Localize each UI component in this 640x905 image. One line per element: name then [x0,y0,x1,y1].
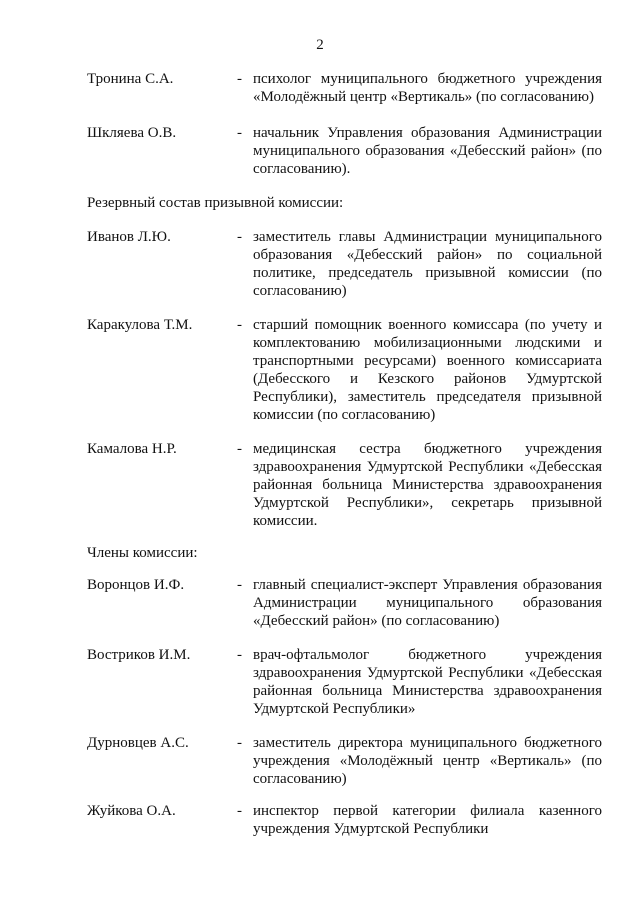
person-name: Востриков И.М. [87,647,191,663]
dash: - [237,71,242,87]
dash: - [237,647,242,663]
members-heading: Члены комиссии: [87,545,198,561]
person-description: медицинская сестра бюджетного учреждения здравоохранения Удмуртской Республики «Дебесская районная больница Министерства здравоохранения Удмуртской Республики», секретарь призывной комиссии. [253,441,602,529]
person-name: Шкляева О.В. [87,125,177,141]
person-description: врач-офтальмолог бюджетного учреждения здравоохранения Удмуртской Республики «Дебесская районная больница Министерства здравоохранения Удмуртской Республики» [253,647,602,717]
person-description: главный специалист-эксперт Управления образования Администрации муниципального образования «Дебесский район» (по согласованию) [253,577,602,629]
dash: - [237,803,242,819]
person-name: Тронина С.А. [87,71,174,87]
person-name: Дурновцев А.С. [87,735,189,751]
person-description: заместитель главы Администрации муниципального образования «Дебесский район» по социальной политике, председатель призывной комиссии (по согласованию) [253,229,602,299]
dash: - [237,441,242,457]
person-name: Жуйкова О.А. [87,803,176,819]
person-name: Иванов Л.Ю. [87,229,171,245]
dash: - [237,229,242,245]
page-number: 2 [316,37,324,53]
person-description: старший помощник военного комиссара (по учету и комплектованию мобилизационными людскими и транспортными ресурсами) военного комиссариата (Дебесского и Кезского районов Удмуртской Республики), заместитель председателя призывной комиссии (по согласованию) [253,317,602,423]
dash: - [237,125,242,141]
dash: - [237,735,242,751]
person-name: Камалова Н.Р. [87,441,177,457]
dash: - [237,317,242,333]
person-description: инспектор первой категории филиала казенного учреждения Удмуртской Республики [253,803,602,837]
person-description: начальник Управления образования Администрации муниципального образования «Дебесский район» (по согласованию). [253,125,602,177]
person-name: Каракулова Т.М. [87,317,193,333]
reserve-heading: Резервный состав призывной комиссии: [87,195,344,211]
dash: - [237,577,242,593]
person-description: психолог муниципального бюджетного учреждения «Молодёжный центр «Вертикаль» (по согласованию) [253,71,602,105]
person-name: Воронцов И.Ф. [87,577,185,593]
person-description: заместитель директора муниципального бюджетного учреждения «Молодёжный центр «Вертикаль» (по согласованию) [253,735,602,787]
